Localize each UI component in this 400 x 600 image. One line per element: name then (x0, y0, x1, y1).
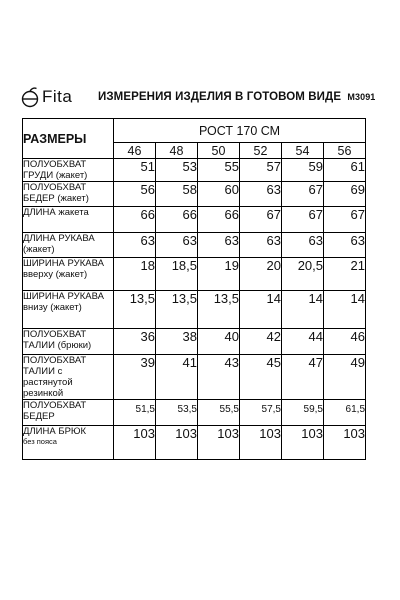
measurement-cell: 103 (240, 426, 282, 460)
measurement-cell: 61 (324, 159, 366, 182)
measurement-cell: 56 (114, 182, 156, 207)
measurement-cell: 57 (240, 159, 282, 182)
row-label (23, 182, 114, 207)
row-note: без пояса (23, 437, 57, 446)
measurement-cell: 63 (240, 182, 282, 207)
measurement-cell: 20,5 (282, 258, 324, 291)
row-label-text: ПОЛУОБХВАТ ТАЛИИ с растянутой резинкой (23, 355, 87, 399)
measurement-cell: 40 (198, 329, 240, 355)
table-row (23, 291, 366, 329)
measurement-cell: 39 (114, 355, 156, 400)
title-text: ИЗМЕРЕНИЯ ИЗДЕЛИЯ В ГОТОВОМ ВИДЕ (98, 91, 342, 103)
brand-name: Fita (42, 87, 73, 106)
measurement-cell: 63 (114, 233, 156, 258)
table-row (23, 233, 366, 258)
table-row (23, 159, 366, 182)
model-code: М3091 (347, 92, 376, 102)
measurements-table (22, 118, 366, 460)
measurement-cell: 55,5 (198, 400, 240, 426)
measurement-cell: 41 (156, 355, 198, 400)
measurement-cell: 51,5 (114, 400, 156, 426)
size-header: 48 (156, 143, 198, 159)
row-label-text: ПОЛУОБХВАТ БЕДЕР (жакет) (23, 182, 89, 204)
measurement-cell: 20 (240, 258, 282, 291)
row-label (23, 329, 114, 355)
sizes-header: РАЗМЕРЫ (23, 119, 114, 159)
measurement-cell: 66 (114, 207, 156, 233)
measurement-cell: 63 (282, 233, 324, 258)
measurement-cell: 63 (240, 233, 282, 258)
measurement-cell: 59 (282, 159, 324, 182)
measurement-cell: 103 (198, 426, 240, 460)
measurement-cell: 51 (114, 159, 156, 182)
measurement-cell: 67 (282, 182, 324, 207)
measurement-cell: 13,5 (198, 291, 240, 329)
row-label (23, 355, 114, 400)
measurement-cell: 53 (156, 159, 198, 182)
size-header: 50 (198, 143, 240, 159)
measurement-cell: 18 (114, 258, 156, 291)
measurement-cell: 55 (198, 159, 240, 182)
fita-logo-icon (20, 86, 40, 108)
row-label (23, 258, 114, 291)
row-label-text: ШИРИНА РУКАВА внизу (жакет) (23, 291, 104, 313)
measurement-cell: 49 (324, 355, 366, 400)
table-body (23, 159, 366, 460)
row-label (23, 400, 114, 426)
measurement-cell: 63 (324, 233, 366, 258)
size-header: 54 (282, 143, 324, 159)
row-label-text: ПОЛУОБХВАТ ГРУДИ (жакет) (23, 159, 88, 181)
measurement-cell: 14 (324, 291, 366, 329)
measurement-cell: 61,5 (324, 400, 366, 426)
measurement-cell: 103 (282, 426, 324, 460)
measurement-cell: 47 (282, 355, 324, 400)
measurement-cell: 103 (156, 426, 198, 460)
row-label-text: ПОЛУОБХВАТ БЕДЕР (23, 400, 87, 422)
measurement-cell: 46 (324, 329, 366, 355)
measurement-cell: 103 (324, 426, 366, 460)
measurement-cell: 43 (198, 355, 240, 400)
table-row (23, 207, 366, 233)
table-row (23, 426, 366, 460)
row-label (23, 426, 114, 460)
size-header: 46 (114, 143, 156, 159)
measurement-cell: 67 (324, 207, 366, 233)
measurement-cell: 13,5 (156, 291, 198, 329)
row-label (23, 207, 114, 233)
size-header: 56 (324, 143, 366, 159)
row-label-text: ШИРИНА РУКАВА вверху (жакет) (23, 258, 104, 280)
measurement-cell: 14 (282, 291, 324, 329)
table-row (23, 329, 366, 355)
measurement-cell: 38 (156, 329, 198, 355)
page-header (20, 85, 395, 109)
row-label-text: ДЛИНА РУКАВА (жакет) (23, 233, 95, 255)
row-label-text: ДЛИНА БРЮК (23, 426, 87, 437)
measurement-cell: 21 (324, 258, 366, 291)
document-title (98, 91, 375, 103)
measurement-cell: 44 (282, 329, 324, 355)
measurement-cell: 42 (240, 329, 282, 355)
measurement-cell: 13,5 (114, 291, 156, 329)
measurement-cell: 69 (324, 182, 366, 207)
measurement-cell: 66 (156, 207, 198, 233)
measurement-cell: 66 (198, 207, 240, 233)
measurement-cell: 53,5 (156, 400, 198, 426)
measurement-cell: 67 (240, 207, 282, 233)
size-header: 52 (240, 143, 282, 159)
measurement-cell: 18,5 (156, 258, 198, 291)
measurement-cell: 59,5 (282, 400, 324, 426)
brand-logo (20, 85, 72, 109)
row-label-text: ДЛИНА жакета (23, 207, 89, 218)
table-row (23, 355, 366, 400)
measurement-cell: 36 (114, 329, 156, 355)
table-row (23, 258, 366, 291)
measurement-cell: 58 (156, 182, 198, 207)
row-label (23, 291, 114, 329)
measurement-cell: 57,5 (240, 400, 282, 426)
measurement-cell: 60 (198, 182, 240, 207)
table-row (23, 400, 366, 426)
table-row (23, 182, 366, 207)
measurement-cell: 63 (156, 233, 198, 258)
measurement-cell: 19 (198, 258, 240, 291)
measurement-cell: 103 (114, 426, 156, 460)
row-label (23, 159, 114, 182)
measurement-cell: 63 (198, 233, 240, 258)
measurement-cell: 14 (240, 291, 282, 329)
measurement-cell: 45 (240, 355, 282, 400)
row-label (23, 233, 114, 258)
height-header: РОСТ 170 СМ (114, 119, 366, 143)
measurement-cell: 67 (282, 207, 324, 233)
row-label-text: ПОЛУОБХВАТ ТАЛИИ (брюки) (23, 329, 92, 351)
